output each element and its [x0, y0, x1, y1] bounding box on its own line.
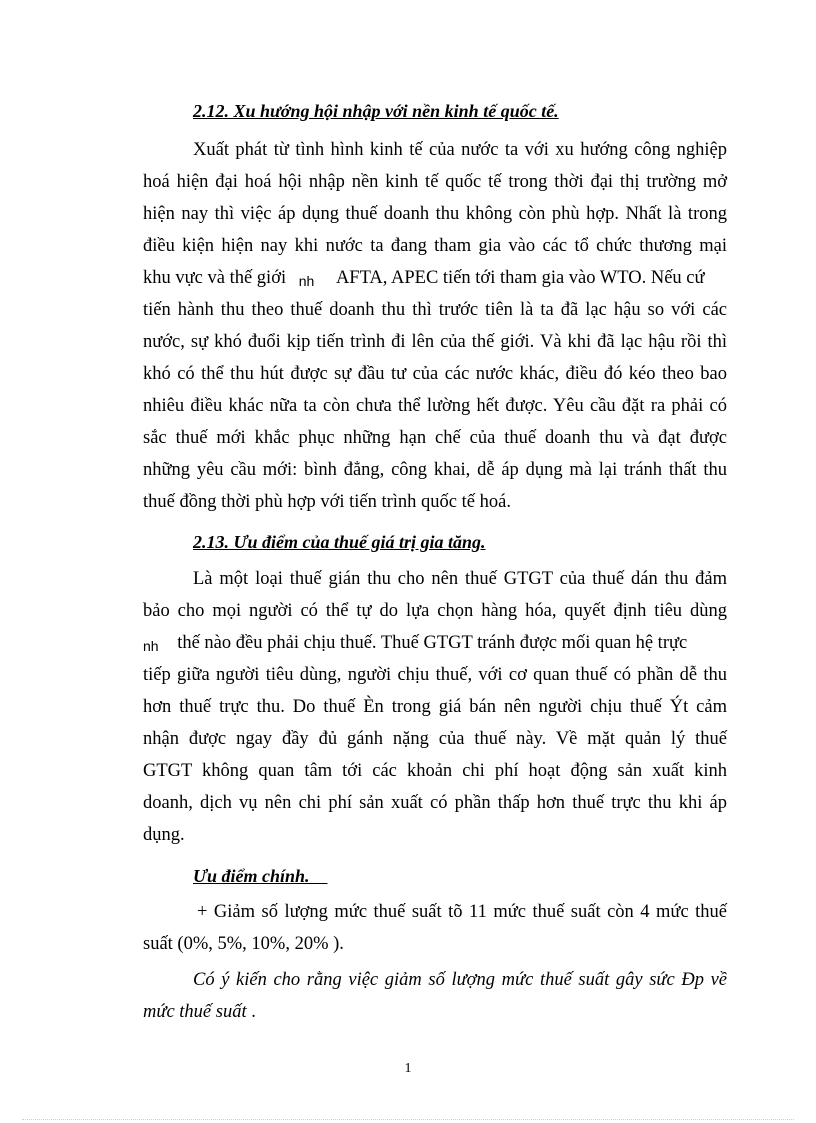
paragraph-line: điều kiện hiện nay khi nước ta đang tham gia vào các tổ chức thương mại [143, 236, 727, 256]
paragraph-line: hoá hiện đại hoá hội nhập nền kinh tế quốc tế trong thời đại thị trường mở [143, 172, 727, 192]
footer-divider [22, 1119, 794, 1120]
paragraph-line: nhận được ngay đầy đủ gánh nặng của thuế này. Về mặt quản lý thuế [143, 729, 727, 749]
advantages-heading [193, 864, 333, 888]
section-heading-2-12: 2.12. Xu hướng hội nhập với nền kinh tế quốc tế. [193, 101, 559, 121]
text-fragment: thế nào đều phải chịu thuế. Thuế GTGT tránh được mối quan hệ trực [177, 633, 688, 653]
paragraph-line-with-nh [143, 266, 727, 290]
period-text: . [246, 1002, 256, 1022]
italic-text: mức thuế suất [143, 1002, 247, 1022]
paragraph-line: tiếp giữa người tiêu dùng, người chịu thuế, với cơ quan thuế có phần dễ thu [143, 665, 727, 685]
text-fragment: khu vực và thế giới [143, 268, 287, 288]
italic-line: Có ý kiến cho rằng việc giảm số lượng mức thuế suất gây sức Ðp về [193, 970, 727, 990]
paragraph-line: thuế đồng thời phù hợp với tiến trình quốc tế hoá. [143, 492, 511, 512]
advantages-heading-text: Ưu điểm chính. [193, 866, 310, 886]
paragraph-line: GTGT không quan tâm tới các khoản chi phí hoạt động sản xuất kinh [143, 761, 727, 781]
page-number: 1 [404, 1061, 412, 1076]
paragraph-line-with-nh [143, 631, 727, 655]
paragraph-line: Xuất phát từ tình hình kinh tế của nước ta với xu hướng công nghiệp [193, 140, 727, 160]
paragraph-line: tiến hành thu theo thuế doanh thu thì trước tiên là ta đã lạc hậu so với các [143, 300, 727, 320]
text-fragment: AFTA, APEC tiến tới tham gia vào WTO. Nếu cứ [335, 268, 705, 288]
paragraph-line: doanh, dịch vụ nên chi phí sản xuất có phần thấp hơn thuế trực thu khi áp [143, 793, 727, 813]
paragraph-line: nhiêu điều khác nữa ta còn chưa thể lường hết được. Yêu cầu đặt ra phải có [143, 396, 727, 416]
nh-fragment: nh [143, 638, 159, 654]
paragraph-line: sắc thuế mới khắc phục những hạn chế của thuế doanh thu và đạt được [143, 428, 727, 448]
bullet-line: suất (0%, 5%, 10%, 20% ). [143, 934, 344, 954]
bullet-line: + Giảm số lượng mức thuế suất tõ 11 mức thuế suất còn 4 mức thuế [197, 902, 727, 922]
paragraph-line: dụng. [143, 825, 185, 845]
paragraph-line: hơn thuế trực thu. Do thuế Èn trong giá bán nên người chịu thuế Ýt cảm [143, 697, 727, 717]
section-heading-2-13: 2.13. Ưu điểm của thuế giá trị gia tăng. [193, 532, 486, 552]
paragraph-line: nước, sự khó đuổi kịp tiến trình đi lên của thế giới. Và khi đã lạc hậu rồi thì [143, 332, 727, 352]
paragraph-line: khó có thể thu hút được sự đầu tư của các nước khác, điều đó kéo theo bao [143, 364, 727, 384]
italic-line [143, 1000, 727, 1024]
paragraph-line: Là một loại thuế gián thu cho nên thuế GTGT của thuế dán thu đảm [193, 569, 727, 589]
paragraph-line: bảo cho mọi người có thể tự do lựa chọn hàng hóa, quyết định tiêu dùng [143, 601, 727, 621]
paragraph-line: hiện nay thì việc áp dụng thuế doanh thu không còn phù hợp. Nhất là trong [143, 204, 727, 224]
nh-fragment: nh [298, 273, 315, 289]
paragraph-line: những yêu cầu mới: bình đẳng, công khai, dễ áp dụng mà lại tránh thất thu [143, 460, 727, 480]
